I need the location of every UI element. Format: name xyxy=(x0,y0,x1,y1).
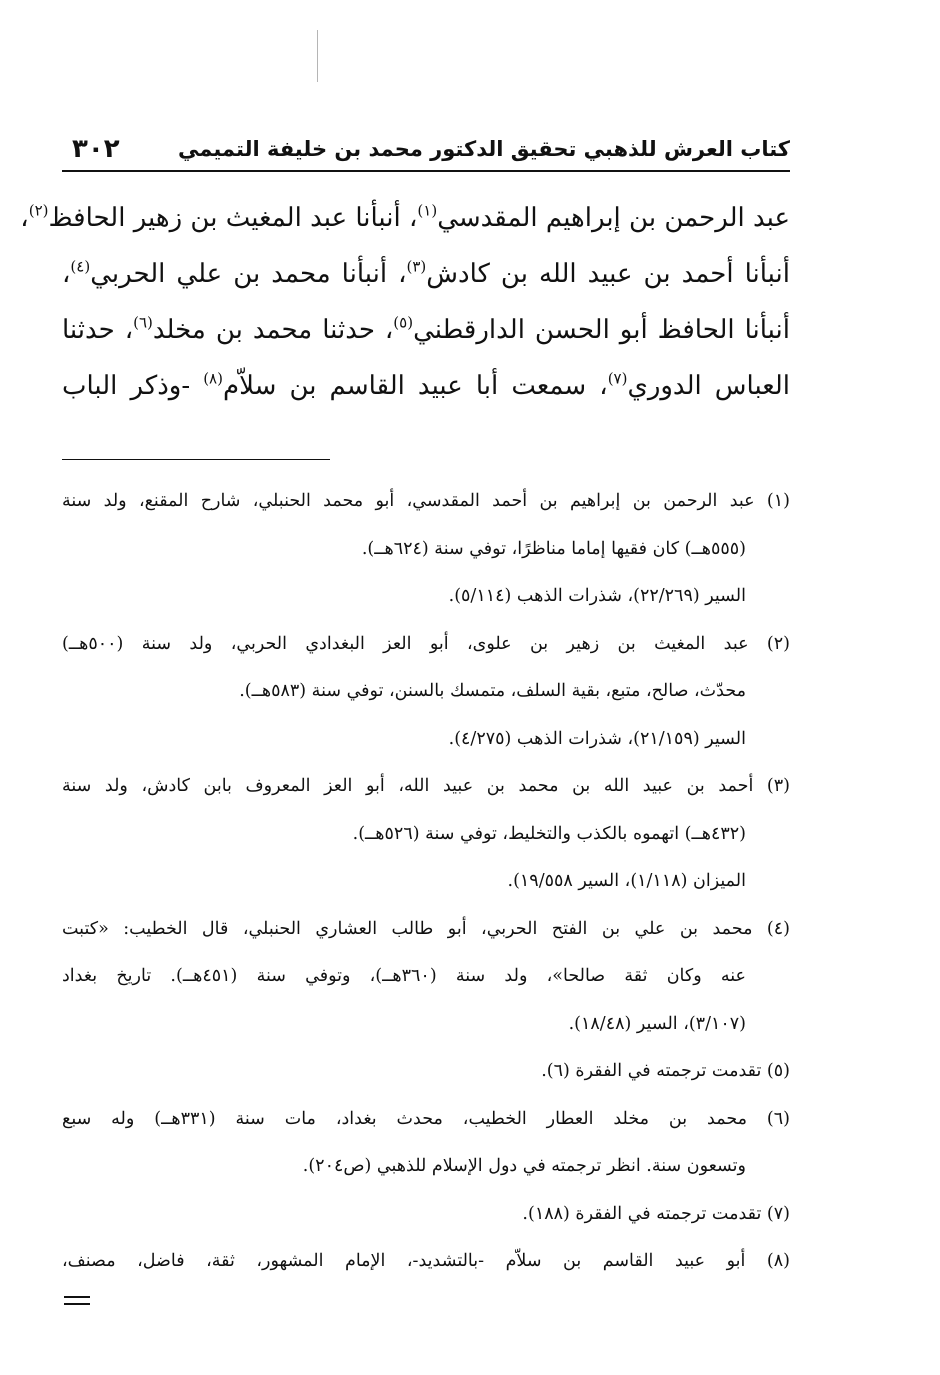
footnote-line: الميزان (١/١١٨)، السير ١٩/٥٥٨). xyxy=(507,871,746,891)
footnote-8 xyxy=(62,1238,790,1286)
footnote-7 xyxy=(62,1191,790,1239)
footnote-ref[interactable]: (٧) xyxy=(607,369,628,388)
footnote-line: (١) عبد الرحمن بن إبراهيم بن أحمد المقدسي، أبو محمد الحنبلي، شارح المقنع، ولد سنة xyxy=(62,491,790,511)
crop-mark xyxy=(317,30,318,82)
footnotes xyxy=(62,478,790,1286)
book-page xyxy=(20,0,790,1375)
footnote-3 xyxy=(62,763,790,906)
continuation-mark xyxy=(64,1296,90,1306)
footnote-line: (٥٥٥هــ) كان فقيها إماما مناظرًا، توفي سنة (٦٢٤هــ). xyxy=(361,538,746,559)
footnote-line: السير (٢٢/٢٦٩)، شذرات الذهب (٥/١١٤). xyxy=(448,586,746,606)
footnote-line: محدّث، صالح، متبع، بقية السلف، متمسك بالسنن، توفي سنة (٥٨٣هــ). xyxy=(239,681,746,701)
book-title: كتاب العرش للذهبي تحقيق الدكتور محمد بن خليفة التميمي xyxy=(178,137,790,161)
footnote-5 xyxy=(62,1048,790,1096)
footnote-ref[interactable]: (٣) xyxy=(406,257,427,276)
footnote-line: (٧) تقدمت ترجمته في الفقرة (١٨٨). xyxy=(522,1203,790,1224)
footnote-line: وتسعون سنة. انظر ترجمته في دول الإسلام للذهبي (ص٢٠٤). xyxy=(302,1156,746,1176)
footnote-line: السير (٢١/١٥٩)، شذرات الذهب (٤/٢٧٥). xyxy=(448,728,746,749)
main-text-line: أنبأنا أحمد بن عبيد الله بن كادش$^{(٣)}$، أنبأنا محمد بن علي الحربي$^{(٤)}$، xyxy=(62,257,790,289)
running-header xyxy=(62,128,790,172)
footnote-ref[interactable]: (١) xyxy=(417,201,438,220)
footnote-1 xyxy=(62,478,790,621)
main-text xyxy=(20,190,790,414)
footnote-line: عنه وكان ثقة صالحا»، ولد سنة (٣٦٠هــ)، وتوفي سنة (٤٥١هــ). تاريخ بغداد xyxy=(62,966,746,986)
footnote-ref[interactable]: (٦) xyxy=(133,313,153,332)
footnote-line: (٨) أبو عبيد القاسم بن سلاّم -بالتشديد-، الإمام المشهور، ثقة، فاضل، مصنف، xyxy=(62,1251,790,1271)
footnote-4 xyxy=(62,906,790,1049)
page-number: ٣٠٢ xyxy=(72,134,120,164)
footnote-line: (٣/١٠٧)، السير (١٨/٤٨). xyxy=(568,1013,746,1034)
footnote-separator xyxy=(62,459,330,460)
footnote-ref[interactable]: (٢) xyxy=(28,201,49,220)
footnote-ref[interactable]: (٥) xyxy=(393,313,414,332)
main-text-line: أنبأنا الحافظ أبو الحسن الدارقطني$^{(٥)}$، حدثنا محمد بن مخلد$^{(٦)}$، حدثنا xyxy=(62,313,790,345)
main-text-line: عبد الرحمن بن إبراهيم المقدسي$^{(١)}$، أنبأنا عبد المغيث بن زهير الحافظ$^{(٢)}$، xyxy=(20,201,790,233)
main-text-line: العباس الدوري$^{(٧)}$، سمعت أبا عبيد القاسم بن سلاّم$^{(٨)}$ -وذكر الباب xyxy=(62,369,790,401)
footnote-line: (٤) محمد بن علي بن الفتح الحربي، أبو طالب العشاري الحنبلي، قال الخطيب: «كتبت xyxy=(62,918,790,939)
footnote-ref[interactable]: (٨) xyxy=(203,369,223,388)
footnote-line: (٣) أحمد بن عبيد الله بن محمد بن عبيد الله، أبو العز المعروف بابن كادش، ولد سنة xyxy=(62,776,790,796)
footnote-line: (٦) محمد بن مخلد العطار الخطيب، محدث بغداد، مات سنة (٣٣١هــ) وله سبع xyxy=(62,1108,790,1129)
footnote-line: (٤٣٢هــ) اتهموه بالكذب والتخليط، توفي سنة (٥٢٦هــ). xyxy=(352,823,746,844)
footnote-6 xyxy=(62,1096,790,1191)
footnote-line: (٢) عبد المغيث بن زهير بن علوى، أبو العز البغدادي الحربي، ولد سنة (٥٠٠هــ) xyxy=(62,633,790,654)
footnote-2 xyxy=(62,621,790,764)
footnote-line: (٥) تقدمت ترجمته في الفقرة (٦). xyxy=(541,1061,790,1081)
footnote-ref[interactable]: (٤) xyxy=(70,257,91,276)
